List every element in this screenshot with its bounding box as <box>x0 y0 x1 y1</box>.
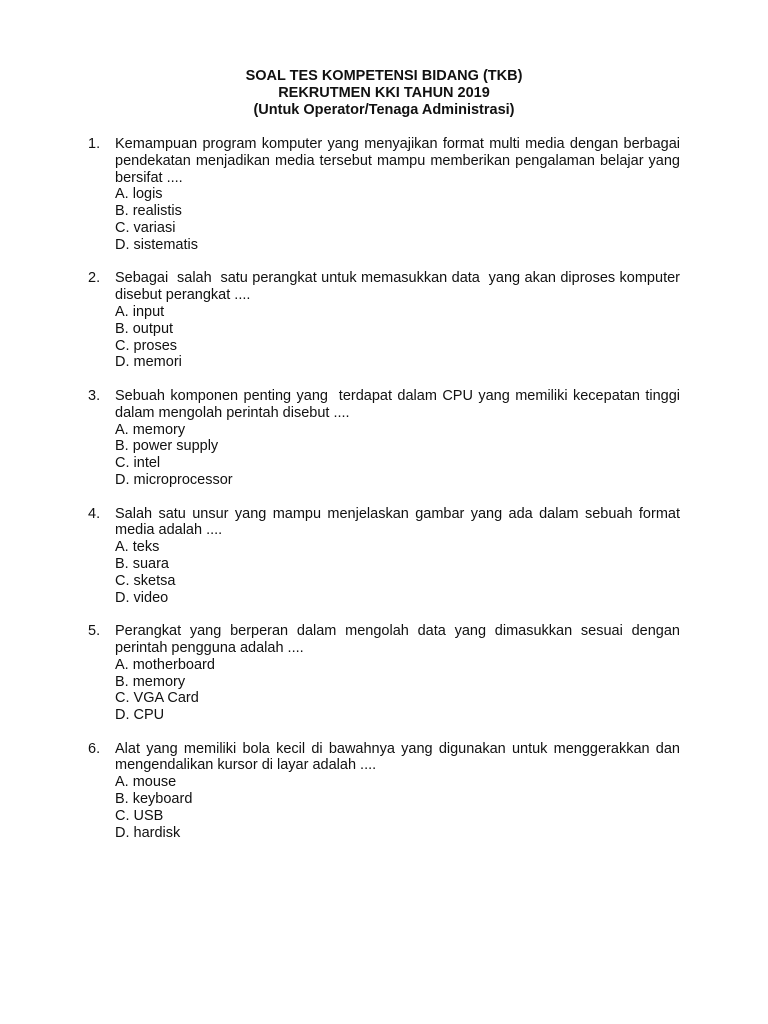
question-text: Alat yang memiliki bola kecil di bawahnya yang digunakan untuk menggerakkan dan mengendalikan kursor di layar adalah .... <box>115 740 680 774</box>
option-d: D. hardisk <box>115 824 181 841</box>
header-subtitle: REKRUTMEN KKI TAHUN 2019 <box>278 85 490 101</box>
option-a: A. memory <box>115 421 186 438</box>
header-title: SOAL TES KOMPETENSI BIDANG (TKB) <box>245 68 523 84</box>
question-5 <box>88 623 680 724</box>
option-d: D. sistematis <box>115 236 198 253</box>
option-c: C. variasi <box>115 219 176 236</box>
question-number: 6. <box>88 740 101 757</box>
question-4 <box>88 506 680 607</box>
option-c: C. VGA Card <box>115 690 199 707</box>
question-6 <box>88 741 680 842</box>
option-c: C. proses <box>115 337 178 354</box>
option-c: C. intel <box>115 455 161 472</box>
option-b: B. memory <box>115 673 186 690</box>
answer-options <box>115 774 680 841</box>
option-a: A. input <box>115 303 165 320</box>
question-list <box>88 136 685 858</box>
document-header <box>0 68 768 119</box>
question-number: 4. <box>88 505 101 522</box>
option-d: D. microprocessor <box>115 471 233 488</box>
question-3 <box>88 387 685 489</box>
option-a: A. mouse <box>115 774 177 791</box>
question-text: Sebuah komponen penting yang terdapat dalam CPU yang memiliki kecepatan tinggi dalam mengolah perintah disebut .... <box>115 387 685 421</box>
answer-options <box>115 186 680 253</box>
option-a: A. motherboard <box>115 656 215 673</box>
answer-options <box>115 422 680 489</box>
option-a: A. teks <box>115 539 160 556</box>
question-2 <box>88 270 685 371</box>
answer-options <box>115 657 680 724</box>
question-text: Perangkat yang berperan dalam mengolah data yang dimasukkan sesuai dengan perintah pengguna adalah .... <box>115 623 680 656</box>
option-b: B. realistis <box>115 203 182 220</box>
option-c: C. USB <box>115 807 164 824</box>
question-text: Sebagai salah satu perangkat untuk memasukkan data yang akan diproses komputer disebut perangkat .... <box>115 270 685 304</box>
option-d: D. memori <box>115 354 182 371</box>
option-a: A. logis <box>115 186 163 203</box>
option-b: B. power supply <box>115 438 219 455</box>
option-b: B. keyboard <box>115 791 193 808</box>
answer-options <box>115 304 680 371</box>
question-text: Kemampuan program komputer yang menyajikan format multi media dengan berbagai pendekatan menjadikan media tersebut mampu memberikan pengalaman belajar yang bersifat .... <box>115 136 680 186</box>
question-text: Salah satu unsur yang mampu menjelaskan gambar yang ada dalam sebuah format media adalah .... <box>115 505 680 539</box>
question-number: 1. <box>88 136 101 152</box>
answer-options <box>115 539 680 606</box>
question-1 <box>88 136 680 254</box>
option-b: B. output <box>115 320 174 337</box>
option-b: B. suara <box>115 555 169 572</box>
header-audience: (Untuk Operator/Tenaga Administrasi) <box>253 102 515 118</box>
option-c: C. sketsa <box>115 572 176 589</box>
option-d: D. CPU <box>115 707 165 724</box>
question-number: 3. <box>88 387 101 404</box>
question-number: 5. <box>88 623 101 640</box>
question-number: 2. <box>88 270 101 287</box>
option-d: D. video <box>115 589 169 606</box>
